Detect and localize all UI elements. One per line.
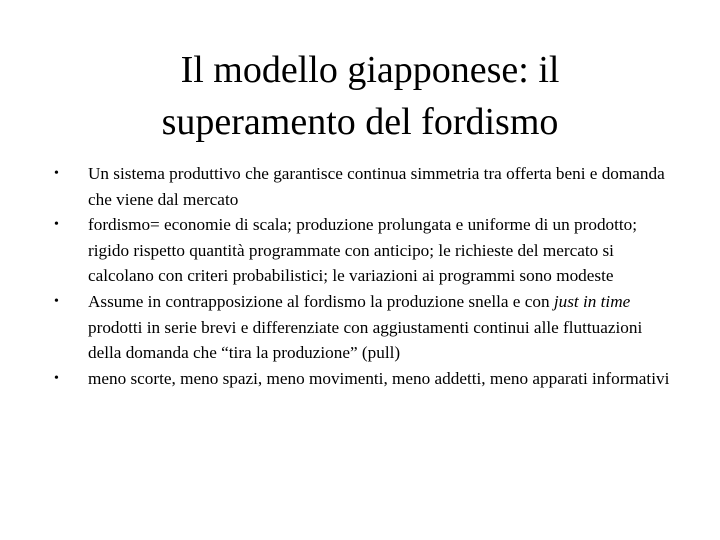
- slide-title-line-1: Il modello giapponese: il: [180, 49, 560, 91]
- bullet-list: [54, 161, 674, 391]
- slide-title-line-2: superamento del fordismo: [161, 101, 559, 143]
- bullet-icon: •: [54, 166, 59, 181]
- bullet-item: [54, 289, 674, 366]
- bullet-item: [54, 366, 674, 392]
- bullet-item: [54, 212, 674, 289]
- bullet-text-after: prodotti in serie brevi e differenziate con aggiustamenti continui alle fluttuazioni della domanda che “tira la produzione” (pull): [88, 317, 643, 363]
- bullet-icon: •: [54, 217, 59, 233]
- bullet-text: meno scorte, meno spazi, meno movimenti, meno addetti, meno apparati informativi: [88, 368, 670, 388]
- bullet-item: [54, 161, 674, 212]
- bullet-icon: •: [54, 293, 59, 309]
- bullet-text: fordismo= economie di scala; produzione prolungata e uniforme di un prodotto; rigido rispetto quantità programmate con anticipo; le richieste del mercato si calcolano con criteri probabilistici; le variazioni ai programmi sono modeste: [88, 215, 638, 286]
- bullet-icon: •: [54, 370, 59, 386]
- bullet-text: Un sistema produttivo che garantisce continua simmetria tra offerta beni e domanda che viene dal mercato: [88, 164, 665, 209]
- bullet-text-italic: just in time: [553, 291, 631, 311]
- bullet-text-before: Assume in contrapposizione al fordismo la produzione snella e con: [88, 291, 554, 311]
- slide-title: [0, 44, 720, 148]
